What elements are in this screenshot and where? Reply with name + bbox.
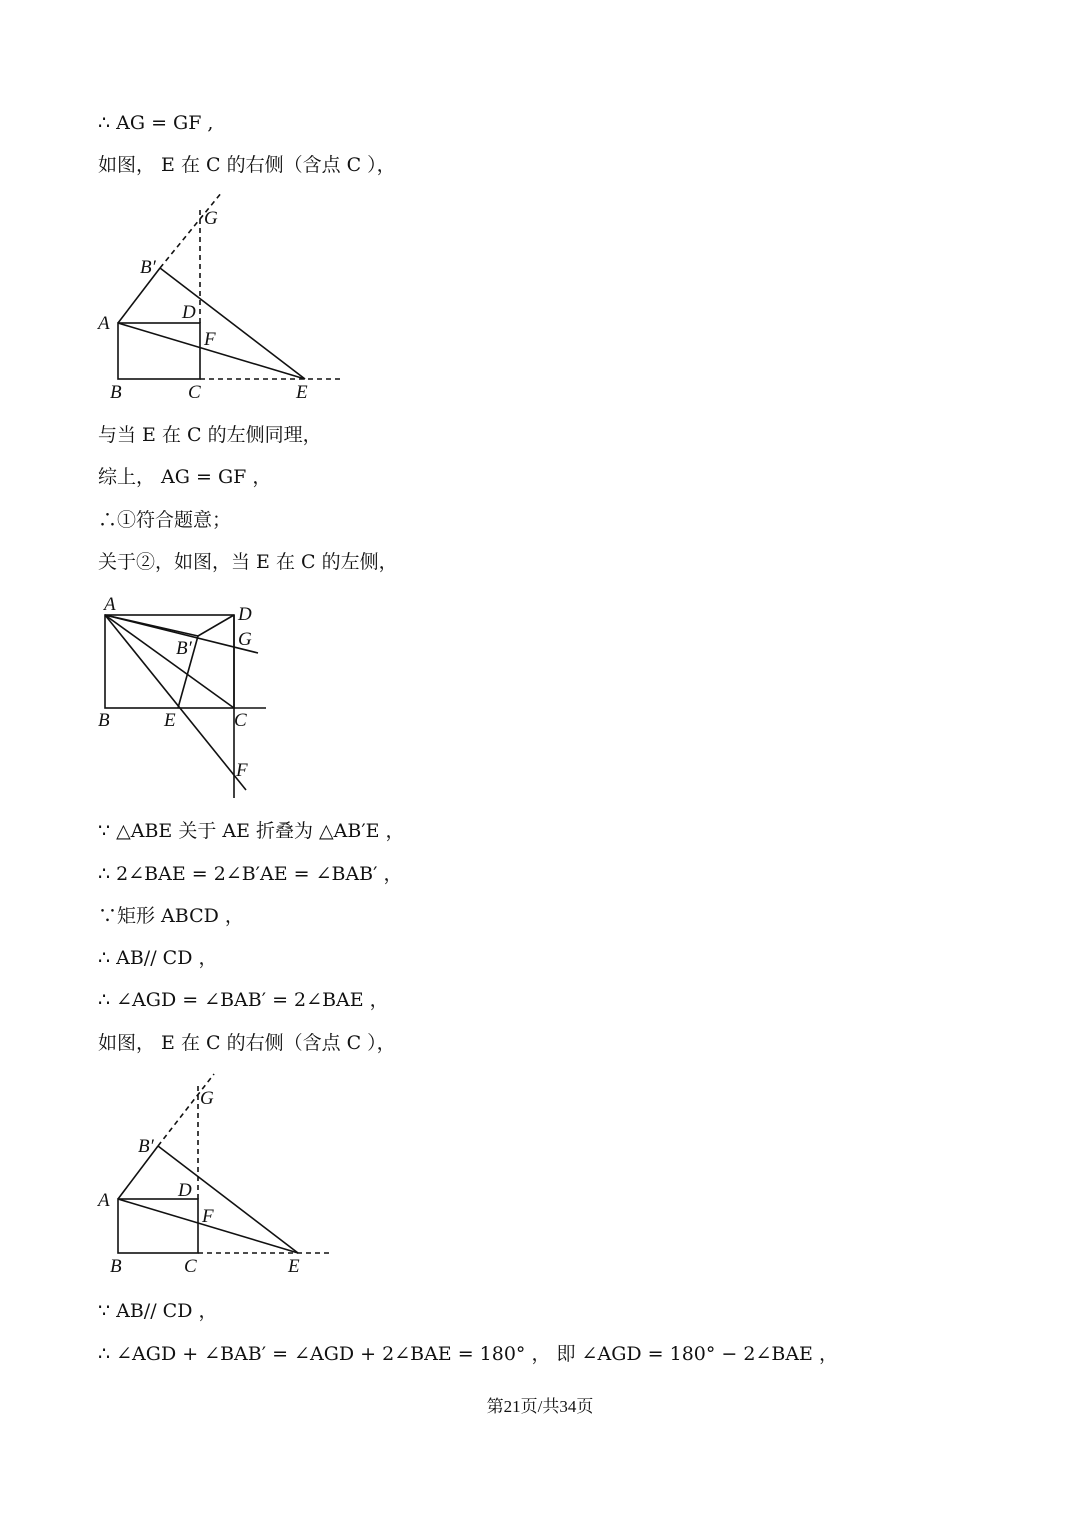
text-line-8: ∴ 2∠BAE = 2∠B′AE = ∠BAB′ ， <box>98 863 403 885</box>
label-d: D <box>238 604 252 625</box>
label-g: G <box>238 629 252 650</box>
text-line-5: ∴①符合题意； <box>98 509 232 531</box>
label-b-prime: B′ <box>138 1136 154 1157</box>
label-a: A <box>98 1190 110 1211</box>
label-a: A <box>104 594 116 615</box>
text-line-3: 与当 E 在 C 的左侧同理， <box>98 424 322 446</box>
text-line-14: ∴ ∠AGD + ∠BAB′ = ∠AGD + 2∠BAE = 180° ， 即 ∠AGD = 180° − 2∠BAE ， <box>98 1343 838 1365</box>
text-line-9: ∵矩形 ABCD ， <box>98 905 244 927</box>
dashed-extension-ab-prime <box>160 192 222 268</box>
label-e: E <box>296 382 308 403</box>
rectangle-abcd <box>118 1199 198 1253</box>
figure-1 <box>90 190 360 410</box>
text-line-7: ∵ △ABE 关于 AE 折叠为 △AB′E ， <box>98 820 405 842</box>
label-f: F <box>202 1206 214 1227</box>
figure-2 <box>90 590 280 805</box>
label-d: D <box>182 302 196 323</box>
text-line-2: 如图， E 在 C 的右侧（含点 C ）， <box>98 154 396 176</box>
page-footer: 第21页/共34页 <box>486 1397 594 1416</box>
dashed-extension-ab-prime <box>158 1074 214 1146</box>
text-line-11: ∴ ∠AGD = ∠BAB′ = 2∠BAE ， <box>98 989 389 1011</box>
text-line-6: 关于②，如图，当 E 在 C 的左侧， <box>98 551 398 573</box>
label-b: B <box>110 1256 122 1277</box>
label-g: G <box>204 208 218 229</box>
text-line-10: ∴ AB// CD ， <box>98 947 218 969</box>
label-d: D <box>178 1180 192 1201</box>
label-f: F <box>204 329 216 350</box>
figure-3 <box>90 1068 350 1283</box>
label-b-prime: B′ <box>176 638 192 659</box>
label-f: F <box>236 760 248 781</box>
label-e: E <box>288 1256 300 1277</box>
label-g: G <box>200 1088 214 1109</box>
label-b: B <box>110 382 122 403</box>
text-line-12: 如图， E 在 C 的右侧（含点 C ）， <box>98 1032 396 1054</box>
segment-b-prime-d <box>198 615 234 636</box>
rectangle-abcd <box>118 323 200 379</box>
label-a: A <box>98 313 110 334</box>
label-b-prime: B′ <box>140 257 156 278</box>
label-b: B <box>98 710 110 731</box>
text-line-4: 综上， AG = GF ， <box>98 466 272 488</box>
label-c: C <box>188 382 201 403</box>
label-c: C <box>184 1256 197 1277</box>
label-c: C <box>234 710 247 731</box>
label-e: E <box>164 710 176 731</box>
text-line-1: ∴ AG = GF , <box>98 112 214 134</box>
text-line-13: ∵ AB// CD ， <box>98 1300 218 1322</box>
